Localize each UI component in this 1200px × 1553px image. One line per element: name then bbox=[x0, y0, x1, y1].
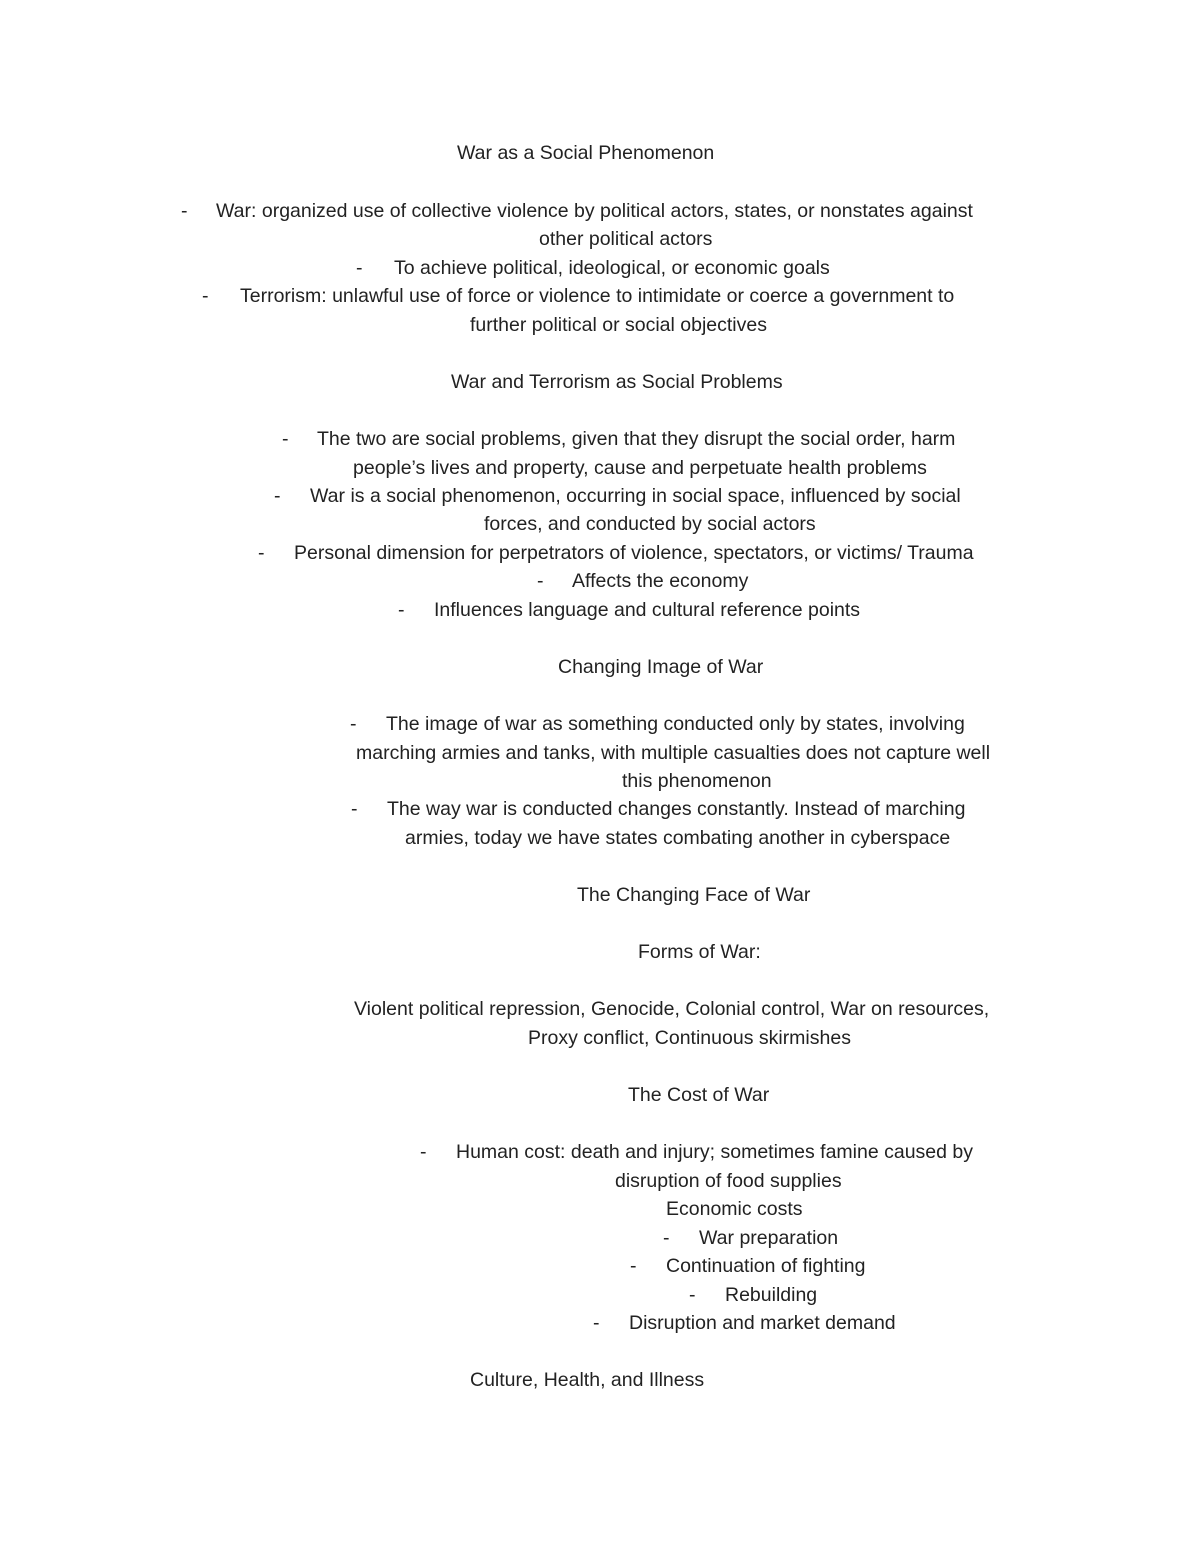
bullet-dash: - bbox=[181, 200, 188, 222]
bullet-dash: - bbox=[351, 798, 358, 820]
social-problems-item4: Affects the economy bbox=[572, 570, 749, 592]
bullet-dash: - bbox=[689, 1284, 696, 1306]
heading-changing-image-of-war: Changing Image of War bbox=[558, 656, 764, 678]
economic-cost-rebuilding: Rebuilding bbox=[725, 1284, 818, 1306]
social-problems-item1-line1: The two are social problems, given that they disrupt the social order, harm bbox=[317, 428, 956, 450]
social-problems-item5: Influences language and cultural reference points bbox=[434, 599, 861, 621]
bullet-dash: - bbox=[663, 1227, 670, 1249]
social-problems-item3: Personal dimension for perpetrators of violence, spectators, or victims/ Trauma bbox=[294, 542, 974, 564]
changing-image-item2-line1: The way war is conducted changes constantly. Instead of marching bbox=[387, 798, 966, 820]
social-problems-item2-line1: War is a social phenomenon, occurring in social space, influenced by social bbox=[310, 485, 961, 507]
terrorism-definition-line2: further political or social objectives bbox=[470, 314, 767, 336]
bullet-dash: - bbox=[356, 257, 363, 279]
economic-cost-continuation-fighting: Continuation of fighting bbox=[666, 1255, 866, 1277]
economic-costs-label: Economic costs bbox=[666, 1198, 803, 1220]
bullet-dash: - bbox=[258, 542, 265, 564]
economic-cost-disruption-market: Disruption and market demand bbox=[629, 1312, 896, 1334]
war-definition-line2: other political actors bbox=[539, 228, 713, 250]
heading-changing-face-of-war: The Changing Face of War bbox=[577, 884, 811, 906]
changing-image-item1-line1: The image of war as something conducted only by states, involving bbox=[386, 713, 965, 735]
human-cost-line1: Human cost: death and injury; sometimes famine caused by bbox=[456, 1141, 974, 1163]
terrorism-definition-line1: Terrorism: unlawful use of force or violence to intimidate or coerce a government to bbox=[240, 285, 955, 307]
heading-cost-of-war: The Cost of War bbox=[628, 1084, 770, 1106]
forms-of-war-line1: Violent political repression, Genocide, Colonial control, War on resources, bbox=[354, 998, 990, 1020]
heading-culture-health-illness: Culture, Health, and Illness bbox=[470, 1369, 705, 1391]
forms-of-war-label: Forms of War: bbox=[638, 941, 761, 963]
heading-war-terrorism-social-problems: War and Terrorism as Social Problems bbox=[451, 371, 783, 393]
bullet-dash: - bbox=[274, 485, 281, 507]
changing-image-item2-line2: armies, today we have states combating another in cyberspace bbox=[405, 827, 951, 849]
forms-of-war-line2: Proxy conflict, Continuous skirmishes bbox=[528, 1027, 851, 1049]
bullet-dash: - bbox=[350, 713, 357, 735]
bullet-dash: - bbox=[537, 570, 544, 592]
bullet-dash: - bbox=[398, 599, 405, 621]
social-problems-item1-line2: people’s lives and property, cause and perpetuate health problems bbox=[353, 457, 927, 479]
bullet-dash: - bbox=[282, 428, 289, 450]
social-problems-item2-line2: forces, and conducted by social actors bbox=[484, 513, 816, 535]
war-definition-line1: War: organized use of collective violence by political actors, states, or nonstates against bbox=[216, 200, 973, 222]
bullet-dash: - bbox=[202, 285, 209, 307]
human-cost-line2: disruption of food supplies bbox=[615, 1170, 842, 1192]
economic-cost-war-preparation: War preparation bbox=[699, 1227, 839, 1249]
bullet-dash: - bbox=[630, 1255, 637, 1277]
heading-war-social-phenomenon: War as a Social Phenomenon bbox=[457, 142, 715, 164]
bullet-dash: - bbox=[593, 1312, 600, 1334]
bullet-dash: - bbox=[420, 1141, 427, 1163]
changing-image-item1-line2: marching armies and tanks, with multiple casualties does not capture well bbox=[356, 742, 991, 764]
war-goals-line: To achieve political, ideological, or economic goals bbox=[394, 257, 830, 279]
changing-image-item1-line3: this phenomenon bbox=[622, 770, 772, 792]
